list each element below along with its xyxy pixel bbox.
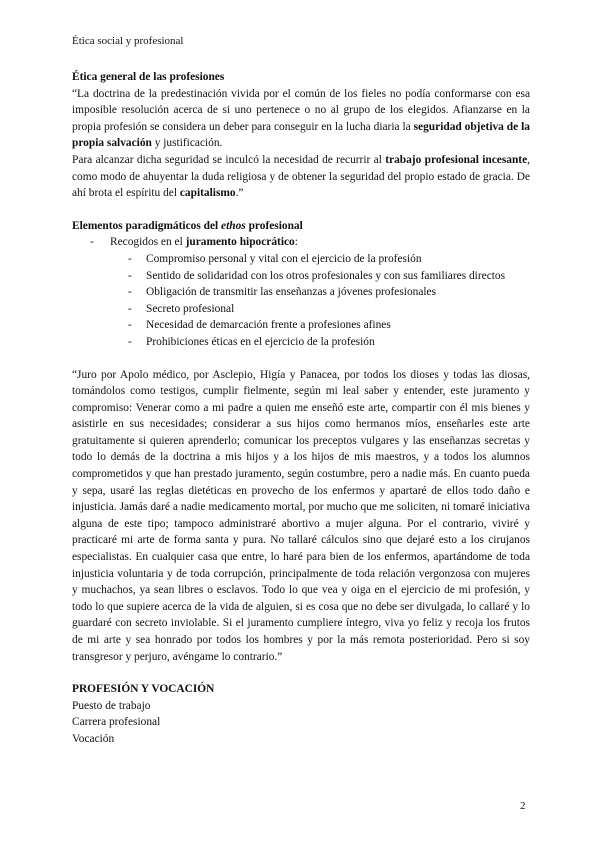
bold-run: capitalismo: [179, 187, 236, 200]
list-item: - Secreto profesional: [128, 301, 530, 318]
oath-paragraph: “Juro por Apolo médico, por Asclepio, Higía y Panacea, por todos los dioses y todas las diosas, tomándolos como testigos, cumplir fielmente, según mi leal saber y entender, este juramento y compromiso: Venerar como a mi padre a quien me enseñó este arte, compartir con él mis bienes y asistirle en sus necesidades; considerar a sus hijos como hermanos míos, enseñarles este arte gratuitamente si quieren aprenderlo; comunicar los preceptos vulgares y las enseñanzas secretas y todo lo demás de la doctrina a mis hijos y a los hijos de mis maestros, y a todos los alumnos comprometidos y que han prestado juramento, según costumbre, pero a nadie más. En cuanto pueda y sepa, usaré las reglas dietéticas en provecho de los enfermos y apartaré de ellos todo daño e injusticia. Jamás daré a nadie medicamento mortal, por mucho que me soliciten, ni tomaré iniciativa alguna de este tipo; tampoco administraré abortivo a mujer alguna. Por el contrario, viviré y practicaré mi arte de forma santa y pura. No tallaré cálculos sino que dejaré esto a los cirujanos especialistas. En cualquier casa que entre, lo haré para bien de los enfermos, apartándome de toda injusticia voluntaria y de toda corrupción, principalmente de toda relación vergonzosa con mujeres y muchachos, ya sean libres o esclavos. Todo lo que vea y oiga en el ejercicio de mi profesión, y todo lo que supiere acerca de la vida de alguien, si es cosa que no debe ser divulgada, lo callaré y lo guardaré con secreto inviolable. Si el juramento cumpliere íntegro, viva yo feliz y recoja los frutos de mi arte y sea honrado por todos los hombres y por la más remota posterioridad. Pero si soy transgresor y perjuro, avéngame lo contrario.”: [72, 368, 530, 663]
list-item: - Prohibiciones éticas en el ejercicio de la profesión: [128, 334, 530, 351]
text-run: , como modo de ahuyentar la duda religiosa y de obtener la seguridad del propio estado de gracia. De ahí brota el espíritu del: [72, 153, 530, 200]
text-run: .”: [235, 187, 244, 200]
paragraph-predestination: [72, 86, 530, 152]
line-puesto: Puesto de trabajo: [72, 699, 151, 712]
page-number: 2: [520, 800, 526, 812]
text-run: “La doctrina de la predestinación vivida por el común de los fieles no podía conformarse con esa imposible resolución acerca de si uno pertenece o no al grupo de los elegidos. Afianzarse en la propia profesión se considera un deber para conseguir en la lucha diaria la: [72, 87, 530, 133]
line-vocacion: Vocación: [72, 732, 115, 745]
section-heading-etica-general: Ética general de las profesiones: [72, 71, 225, 83]
text-run: Para alcanzar dicha seguridad se inculcó la necesidad de recurrir al: [72, 153, 386, 166]
bold-run: seguridad objetiva de la propia salvación: [72, 120, 530, 150]
list-item: - Necesidad de demarcación frente a profesiones afines: [128, 317, 530, 334]
heading-run: Elementos paradigmáticos del: [72, 219, 222, 232]
bold-run: trabajo profesional incesante: [385, 153, 528, 166]
text-run: y justificación.: [151, 137, 223, 150]
section-heading-profesion: PROFESIÓN Y VOCACIÓN: [72, 683, 215, 696]
line-carrera: Carrera profesional: [72, 716, 161, 729]
text-run: :: [294, 236, 298, 249]
sub-list: [128, 251, 530, 351]
section-heading-ethos: [72, 218, 530, 235]
running-header: Ética social y profesional: [72, 35, 184, 47]
list-item: - Sentido de solidaridad con los otros profesionales y con sus familiares directos: [128, 268, 530, 285]
bold-run: juramento hipocrático: [185, 236, 295, 249]
list-item: - Obligación de transmitir las enseñanzas a jóvenes profesionales: [128, 284, 530, 301]
heading-run: profesional: [245, 219, 303, 232]
text-run: Recogidos en el: [110, 236, 186, 249]
paragraph-security: [72, 152, 530, 202]
heading-italic-run: ethos: [221, 219, 246, 232]
list-item-juramento: [90, 234, 530, 251]
page-content: [72, 69, 530, 748]
list-item: - Compromiso personal y vital con el ejercicio de la profesión: [128, 251, 530, 268]
